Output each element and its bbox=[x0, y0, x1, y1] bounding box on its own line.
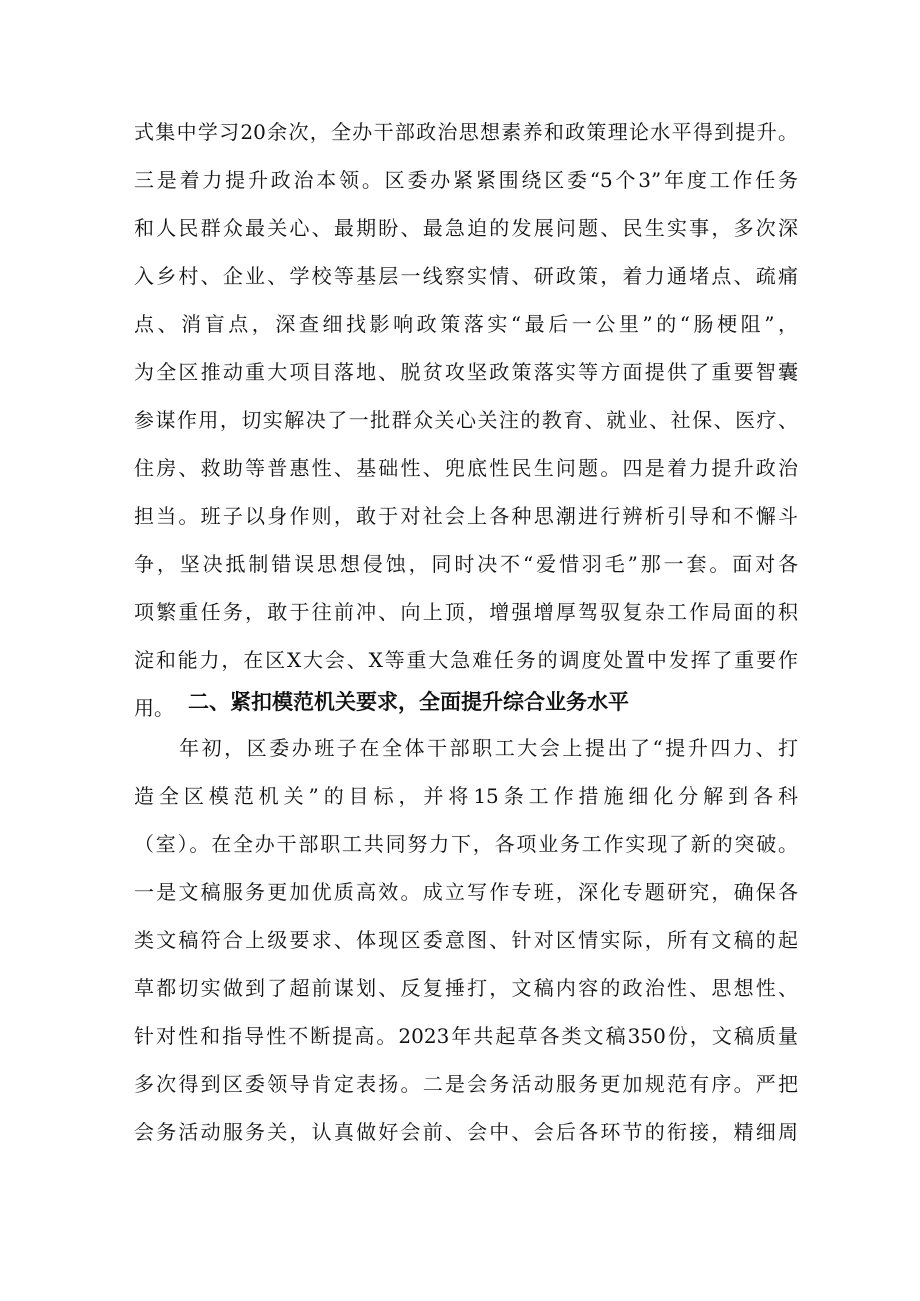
section-heading: 二、紧扣模范机关要求，全面提升综合业务水平 bbox=[188, 690, 629, 714]
paragraph-line: 点、消盲点，深查细找影响政策落实“最后一公里”的“肠梗阻”， bbox=[134, 312, 798, 336]
paragraph-line: （室）。在全办干部职工共同努力下，各项业务工作实现了新的突破。 bbox=[134, 832, 798, 856]
paragraph-line: 会务活动服务关，认真做好会前、会中、会后各环节的衔接，精细周 bbox=[134, 1120, 798, 1144]
paragraph-line: 淀和能力，在区X大会、X等重大急难任务的调度处置中发挥了重要作 bbox=[134, 648, 798, 672]
paragraph-line: 担当。班子以身作则，敢于对社会上各种思潮进行辨析引导和不懈斗 bbox=[134, 504, 798, 528]
paragraph-section-two bbox=[134, 724, 798, 1156]
paragraph-line: 用。 bbox=[134, 696, 174, 720]
paragraph-line: 类文稿符合上级要求、体现区委意图、针对区情实际，所有文稿的起 bbox=[134, 928, 798, 952]
paragraph-line: 项繁重任务，敢于往前冲、向上顶，增强增厚驾驭复杂工作局面的积 bbox=[134, 600, 798, 624]
paragraph-line: 造全区模范机关”的目标，并将15条工作措施细化分解到各科 bbox=[134, 784, 798, 808]
paragraph-line: 争，坚决抵制错误思想侵蚀，同时决不“爱惜羽毛”那一套。面对各 bbox=[134, 552, 798, 576]
section-heading-block bbox=[134, 678, 798, 726]
paragraph-continued bbox=[134, 108, 798, 732]
paragraph-line: 多次得到区委领导肯定表扬。二是会务活动服务更加规范有序。严把 bbox=[134, 1072, 798, 1096]
paragraph-line: 针对性和指导性不断提高。2023年共起草各类文稿350份，文稿质量 bbox=[134, 1024, 798, 1048]
paragraph-line: 入乡村、企业、学校等基层一线察实情、研政策，着力通堵点、疏痛 bbox=[134, 264, 798, 288]
paragraph-line: 三是着力提升政治本领。区委办紧紧围绕区委“5个3”年度工作任务 bbox=[134, 168, 798, 192]
paragraph-line: 参谋作用，切实解决了一批群众关心关注的教育、就业、社保、医疗、 bbox=[134, 408, 798, 432]
paragraph-line: 一是文稿服务更加优质高效。成立写作专班，深化专题研究，确保各 bbox=[134, 880, 798, 904]
paragraph-line: 为全区推动重大项目落地、脱贫攻坚政策落实等方面提供了重要智囊 bbox=[134, 360, 798, 384]
paragraph-line: 住房、救助等普惠性、基础性、兜底性民生问题。四是着力提升政治 bbox=[134, 456, 798, 480]
paragraph-line: 草都切实做到了超前谋划、反复捶打，文稿内容的政治性、思想性、 bbox=[134, 976, 798, 1000]
paragraph-line: 和人民群众最关心、最期盼、最急迫的发展问题、民生实事，多次深 bbox=[134, 216, 798, 240]
paragraph-line: 式集中学习20余次，全办干部政治思想素养和政策理论水平得到提升。 bbox=[134, 120, 798, 144]
paragraph-line: 年初，区委办班子在全体干部职工大会上提出了“提升四力、打 bbox=[134, 736, 798, 760]
